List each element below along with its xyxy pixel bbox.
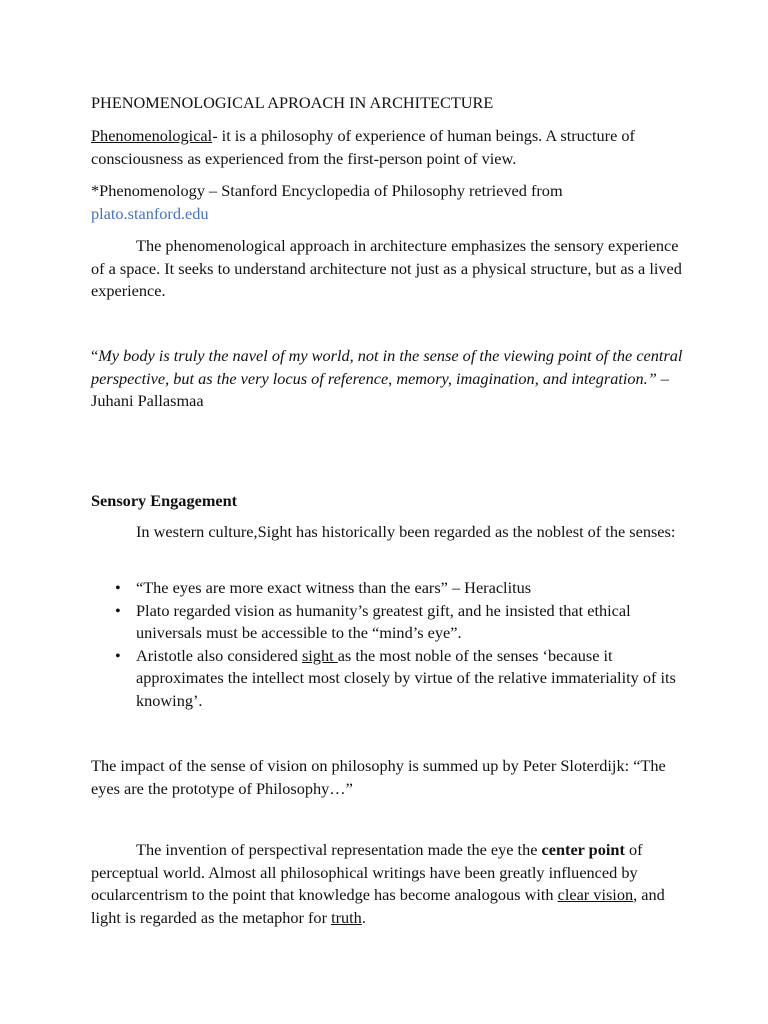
bullet-text-before: Aristotle also considered — [136, 645, 302, 665]
quote-attribution: – Juhani Pallasmaa — [91, 368, 670, 411]
list-item — [91, 645, 691, 713]
final-text-between: , and light is regarded as the metaphor for — [91, 885, 665, 927]
definition-term: Phenomenological — [91, 126, 213, 145]
bullet-list — [91, 577, 691, 713]
definition-paragraph — [91, 125, 691, 170]
bullet-text-underlined: sight — [301, 645, 338, 665]
final-text-middle: of perceptual world. Almost all philosophical writings have been greatly influenced by ocularcentrism to the point that knowledge has become analogous with — [91, 840, 643, 905]
bullet-text: “The eyes are more exact witness than the ears” – Heraclitus — [136, 578, 532, 597]
bullet-icon: • — [115, 645, 121, 665]
final-text-underlined-2: truth — [331, 907, 362, 927]
sloterdijk-paragraph — [91, 755, 691, 800]
bullet-icon: • — [115, 578, 121, 597]
bullet-icon: • — [115, 600, 121, 620]
definition-text: - it is a philosophy of experience of human beings. A structure of consciousness as experienced from the first-person point of view. — [91, 126, 635, 168]
intro-paragraph — [91, 235, 691, 303]
final-text-underlined-1: clear vision — [557, 885, 634, 905]
sloterdijk-text: The impact of the sense of vision on philosophy is summed up by Peter Sloterdijk: “The eyes are the prototype of Philosophy…” — [91, 756, 666, 798]
quote-text: My body is truly the navel of my world, not in the sense of the viewing point of the central perspective, but as the very locus of reference, memory, imagination, and integration.” — [91, 346, 683, 388]
citation-paragraph — [91, 180, 691, 225]
bullet-text: Plato regarded vision as humanity’s greatest gift, and he insisted that ethical universals must be accessible to the “mind’s eye”. — [136, 600, 631, 643]
section-heading — [91, 490, 691, 513]
citation-link[interactable]: plato.stanford.edu — [91, 203, 209, 223]
citation-text: *Phenomenology – Stanford Encyclopedia of Philosophy retrieved from — [91, 181, 563, 200]
intro-text: The phenomenological approach in architecture emphasizes the sensory experience of a space. It seeks to understand architecture not just as a physical structure, but as a lived experience. — [91, 236, 682, 301]
list-item — [91, 600, 691, 645]
section-intro-text: In western culture,Sight has historically been regarded as the noblest of the senses: — [136, 522, 676, 541]
final-text-bold: center point — [541, 840, 625, 859]
pallasmaa-quote — [91, 345, 691, 413]
bullet-text-after: as the most noble of the senses ‘because it approximates the intellect most closely by virtue of the relative immateriality of its knowing’. — [136, 645, 676, 710]
final-paragraph — [91, 839, 691, 929]
quote-open-mark: “ — [91, 346, 99, 365]
final-text-end: . — [361, 907, 366, 927]
list-item — [91, 577, 691, 600]
title-text: PHENOMENOLOGICAL APROACH IN ARCHITECTURE — [91, 93, 494, 112]
final-text-before: The invention of perspectival representation made the eye the — [136, 840, 542, 859]
document-title — [91, 92, 691, 115]
section-intro-paragraph — [91, 521, 691, 544]
section-heading-text: Sensory Engagement — [91, 491, 238, 510]
